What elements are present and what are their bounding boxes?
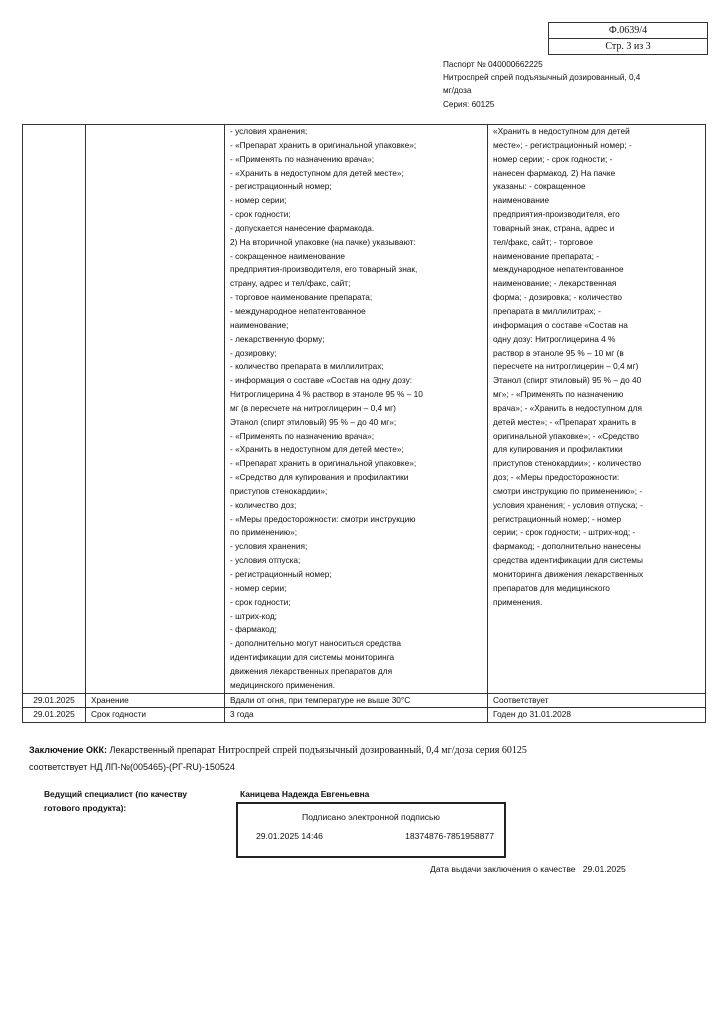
page-number: Стр. 3 из 3 [549,38,707,54]
requirement-cell: 3 года [225,708,488,723]
text-line: указаны: - сокращенное [493,181,586,192]
table-row [23,693,706,708]
text-line: - лекарственную форму; [230,333,325,344]
date-cell: 29.01.2025 [23,693,86,708]
text-line: нанесен фармакод. 2) На пачке [493,167,616,178]
text-line: - срок годности; [230,596,291,607]
text-line: мониторинга движения лекарственных [493,569,644,579]
text-line: раствор в этаноле 95 % – 10 мг (в [493,347,624,358]
conclusion-label: Заключение ОКК: [29,745,108,755]
electronic-signature-box [236,802,506,858]
conclusion [29,742,709,776]
requirement-cell: Вдали от огня, при температуре не выше 30°С [225,693,488,708]
text-line: - «Препарат хранить в оригинальной упаковке»; [230,458,417,469]
text-line: для купирования и профилактики [493,444,623,455]
text-line: - количество доз; [230,499,297,510]
signature-title: Подписано электронной подписью [302,812,440,822]
text-line: - фармакод; [230,624,277,635]
text-line: пересчете на нитроглицерин – 0,4 мг) [493,361,639,372]
passport-header [443,58,703,111]
text-line: - «Меры предосторожности: смотри инструкцию [230,513,416,524]
conclusion-line-2: соответствует НД ЛП-№(005465)-(РГ-RU)-150524 [29,762,235,772]
text-line: - срок годности; [230,209,291,220]
param-cell: Срок годности [86,708,225,723]
result-cell [488,125,706,694]
text-line: - дозировку; [230,347,277,358]
text-line: тел/факс, сайт; - торговое [493,236,593,247]
text-line: - информация о составе «Состав на одну дозу: [230,375,413,386]
text-line: приступов стенокардии»; [230,485,328,496]
specialist-label-line: Ведущий специалист (по качеству [44,789,188,799]
text-line: доз; - «Меры предосторожности: [493,472,620,483]
text-line: врача»; - «Хранить в недоступном для [493,402,642,413]
text-line: по применению»; [230,527,298,538]
text-line: Этанол (спирт этиловый) 95 % – до 40 [493,375,642,386]
text-line: - условия хранения; [230,541,308,552]
text-line: месте»; - регистрационный номер; - [493,139,632,150]
text-line: оригинальной упаковке»; - «Средство [493,430,640,441]
signature-number: 18374876-7851958877 [405,831,494,841]
text-line: регистрационный номер; - номер [493,513,622,524]
text-line: условия хранения; - условия отпуска; - [493,499,643,510]
text-line: - номер серии; [230,195,287,206]
passport-line: мг/доза [443,86,472,96]
table-row [23,708,706,723]
conclusion-text: Лекарственный препарат [109,745,216,755]
text-line: - «Хранить в недоступном для детей месте»; [230,167,404,178]
conclusion-product: Нитроспрей спрей подъязычный дозированный, 0,4 мг/доза серия 60125 [218,745,527,756]
param-cell [86,125,225,694]
text-line: - «Хранить в недоступном для детей месте»; [230,444,404,455]
passport-line: Паспорт № 040000662225 [443,60,543,69]
text-line: - условия хранения; [230,126,308,136]
text-line: товарный знак, страна, адрес и [493,222,615,233]
text-line: применения. [493,596,543,607]
text-line: - штрих-код; [230,610,277,621]
text-line: смотри инструкцию по применению»; - [493,485,643,496]
text-line: препаратов для медицинского [493,582,610,593]
text-line: - сокращенное наименование [230,250,345,261]
text-line: «Хранить в недоступном для детей [493,126,630,136]
text-line: - регистрационный номер; [230,181,332,192]
quality-table [22,124,706,723]
text-line: одну дозу: Нитроглицерина 4 % [493,333,616,344]
text-line: - «Применять по назначению врача»; [230,153,375,164]
issue-date [430,864,626,874]
passport-line: Серия: 60125 [443,99,495,109]
text-line: информация о составе «Состав на [493,319,628,330]
param-cell: Хранение [86,693,225,708]
requirement-cell [225,125,488,694]
text-line: мг»; - «Применять по назначению [493,389,624,400]
text-line: - «Применять по назначению врача»; [230,430,375,441]
text-line: - «Средство для купирования и профилактики [230,472,409,483]
specialist-label [44,787,187,815]
text-line: форма; - дозировка; - количество [493,292,623,303]
text-line: фармакод; - дополнительно нанесены [493,541,641,552]
text-line: предприятия-производителя, его [493,209,620,220]
form-code-box [548,22,708,55]
text-line: - регистрационный номер; [230,569,332,579]
text-line: международное непатентованное [493,264,624,275]
text-line: приступов стенокардии»; - количество [493,458,642,469]
text-line: - номер серии; [230,582,287,593]
text-line: идентификации для системы мониторинга [230,652,395,663]
result-cell: Годен до 31.01.2028 [488,708,706,723]
date-cell: 29.01.2025 [23,708,86,723]
text-line: Нитроглицерина 4 % раствор в этаноле 95 % – 10 [230,389,423,400]
text-line: наименование [493,195,550,206]
text-line: наименование; - лекарственная [493,278,617,289]
text-line: наименование препарата; - [493,250,599,261]
text-line: - дополнительно могут наноситься средства [230,638,401,649]
text-line: страну, адрес и тел/факс, сайт; [230,278,351,289]
text-line: - условия отпуска; [230,555,301,566]
text-line: медицинского применения. [230,679,336,690]
specialist-name: Каницева Надежда Евгеньевна [240,789,370,799]
text-line: серии; - срок годности; - штрих-код; - [493,527,636,538]
table-row [23,125,706,694]
text-line: мг (в пересчете на нитроглицерин – 0,4 мг) [230,402,396,413]
conclusion-line-1 [29,742,709,759]
text-line: наименование; [230,319,289,330]
text-line: 2) На вторичной упаковке (на пачке) указывают: [230,236,416,247]
date-cell [23,125,86,694]
passport-line: Нитроспрей спрей подъязычный дозированный, 0,4 [443,73,641,83]
text-line: - допускается нанесение фармакода. [230,222,375,233]
result-cell: Соответствует [488,693,706,708]
issue-date-label: Дата выдачи заключения о качестве [430,864,576,874]
text-line: средства идентификации для системы [493,555,643,566]
text-line: - «Препарат хранить в оригинальной упаковке»; [230,139,417,150]
text-line: - торговое наименование препарата; [230,292,373,303]
text-line: Этанол (спирт этиловый) 95 % – до 40 мг»; [230,416,397,427]
text-line: препарата в миллилитрах; - [493,305,601,316]
text-line: детей месте»; - «Препарат хранить в [493,416,637,427]
text-line: - количество препарата в миллилитрах; [230,361,384,372]
signature-datetime: 29.01.2025 14:46 [256,831,323,841]
text-line: номер серии; - срок годности; - [493,153,613,164]
issue-date-value: 29.01.2025 [582,864,626,874]
text-line: движения лекарственных препаратов для [230,665,393,676]
text-line: - международное непатентованное [230,305,366,316]
text-line: предприятия-производителя, его товарный знак, [230,264,418,275]
specialist-label-line: готового продукта): [44,803,127,813]
form-code: Ф.0639/4 [608,25,648,36]
